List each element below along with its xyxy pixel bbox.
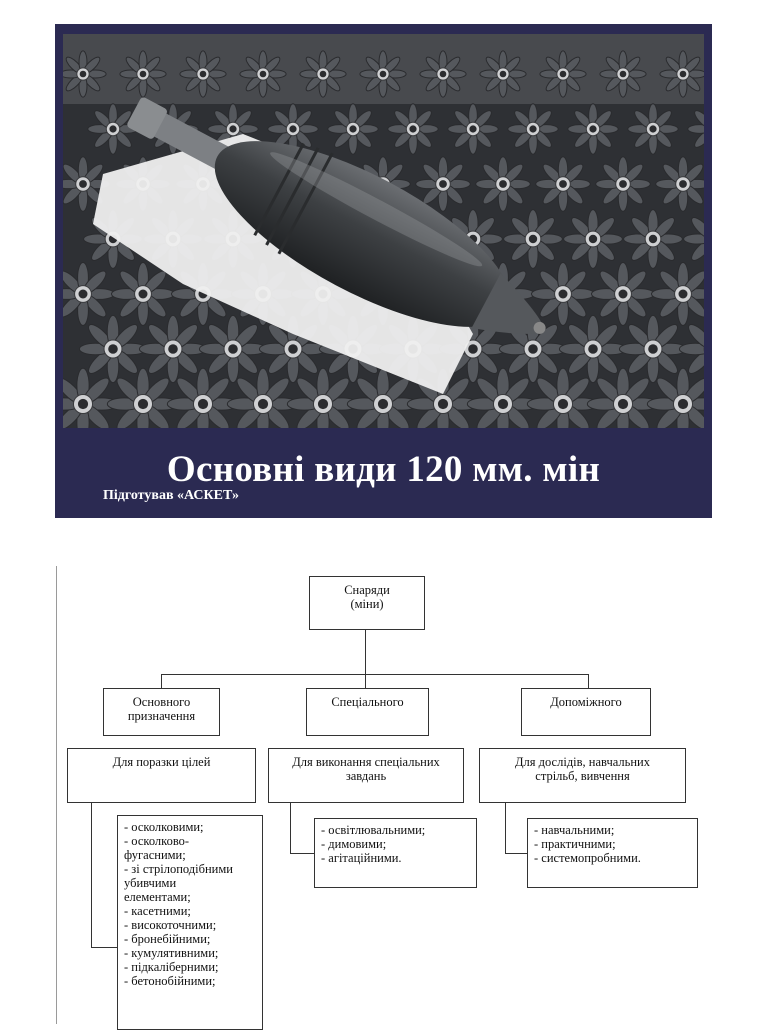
stem-cat-1 [161, 674, 162, 688]
purpose-main-box: Для поразки цілей [67, 748, 256, 803]
items-main-list [117, 815, 263, 1030]
purpose-special-box: Для виконання спеціальних завдань [268, 748, 464, 803]
slide-subtitle: Підготував «АСКЕТ» [103, 488, 239, 503]
mortar-shell-photo [63, 34, 704, 428]
title-slide [55, 24, 712, 518]
list-item: - освітлювальними; [321, 823, 426, 837]
items-special-list [314, 818, 477, 888]
branch-3-horizontal [505, 853, 527, 854]
category-bus [161, 674, 589, 675]
list-item: - підкаліберними; [124, 960, 219, 974]
root-box: Снаряди (міни) [309, 576, 425, 630]
list-item: - зі стрілоподібними убивчими елементами; [124, 862, 233, 904]
slide-title: Основні види 120 мм. мін [166, 449, 601, 490]
list-item: - бетонобійними; [124, 974, 216, 988]
list-item: - системопробними. [534, 851, 641, 865]
list-item: - осколково- фугасними; [124, 834, 190, 862]
list-item: - навчальними; [534, 823, 615, 837]
branch-1-horizontal [91, 947, 117, 948]
branch-1-vertical [91, 803, 92, 947]
branch-2-horizontal [290, 853, 314, 854]
list-item: - касетними; [124, 904, 191, 918]
category-main-box: Основного призначення [103, 688, 220, 736]
branch-3-vertical [505, 803, 506, 853]
list-item: - кумулятивними; [124, 946, 219, 960]
stem-cat-3 [588, 674, 589, 688]
page-edge-divider [56, 566, 57, 1024]
stem-cat-2 [365, 674, 366, 688]
list-item: - бронебійними; [124, 932, 211, 946]
category-auxiliary-box: Допоміжного [521, 688, 651, 736]
root-stem [365, 630, 366, 674]
list-item: - агітаційними. [321, 851, 402, 865]
category-special-box: Спеціального [306, 688, 429, 736]
branch-2-vertical [290, 803, 291, 853]
purpose-auxiliary-box: Для дослідів, навчальних стрільб, вивчення [479, 748, 686, 803]
list-item: - високоточними; [124, 918, 217, 932]
items-auxiliary-list [527, 818, 698, 888]
list-item: - димовими; [321, 837, 387, 851]
list-item: - практичними; [534, 837, 616, 851]
list-item: - осколковими; [124, 820, 204, 834]
